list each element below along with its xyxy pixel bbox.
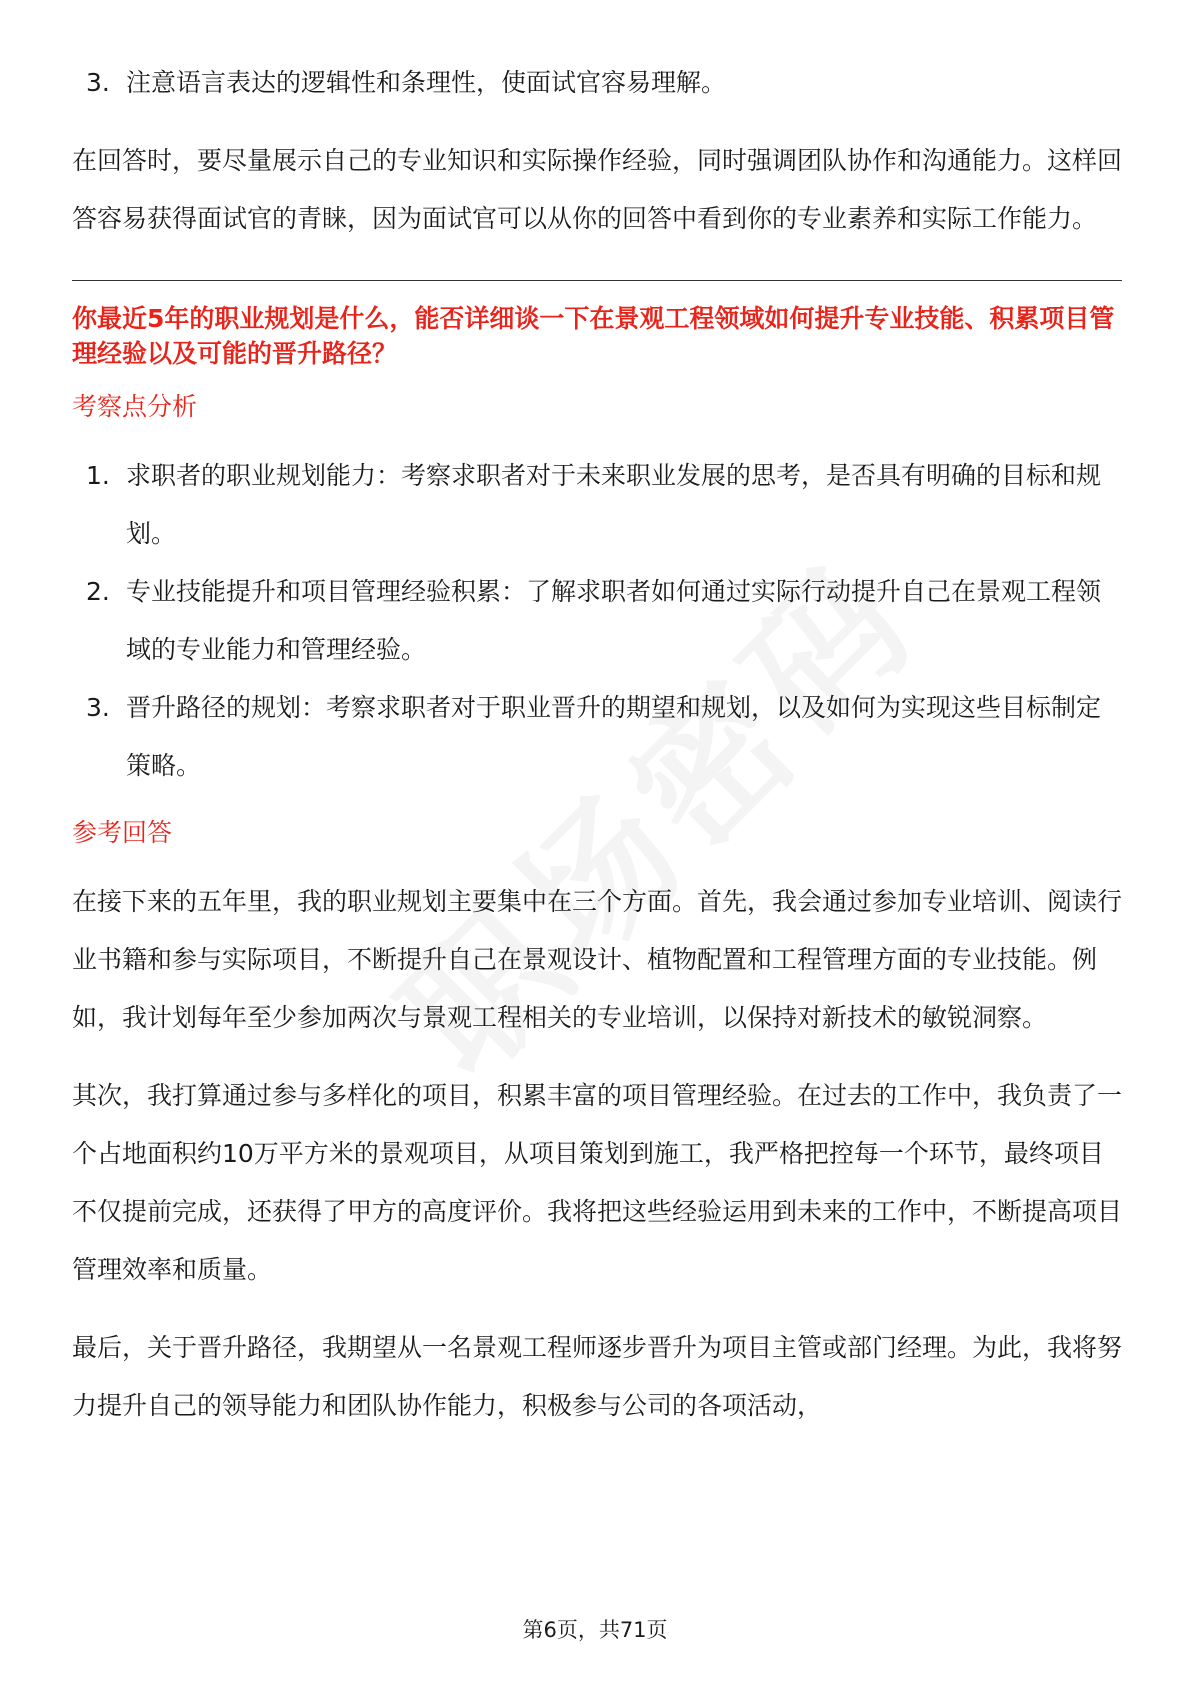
list-item xyxy=(72,54,1122,112)
list-item xyxy=(72,563,1122,679)
list-text: 注意语言表达的逻辑性和条理性，使面试官容易理解。 xyxy=(126,68,727,97)
list-item xyxy=(72,679,1122,795)
list-item xyxy=(72,447,1122,563)
list-text: 晋升路径的规划：考察求职者对于职业晋升的期望和规划，以及如何为实现这些目标制定策略。 xyxy=(126,693,1102,780)
list-number: 3. xyxy=(86,68,110,97)
analysis-heading: 考察点分析 xyxy=(72,392,198,421)
page-content xyxy=(72,54,1122,1435)
section-divider xyxy=(72,280,1122,281)
answer-paragraph: 其次，我打算通过参与多样化的项目，积累丰富的项目管理经验。在过去的工作中，我负责了一个占地面积约10万平方米的景观项目，从项目策划到施工，我严格把控每一个环节，最终项目不仅提前完成，还获得了甲方的高度评价。我将把这些经验运用到未来的工作中，不断提高项目管理效率和质量。 xyxy=(72,1081,1123,1284)
summary-paragraph: 在回答时，要尽量展示自己的专业知识和实际操作经验，同时强调团队协作和沟通能力。这样回答容易获得面试官的青睐，因为面试官可以从你的回答中看到你的专业素养和实际工作能力。 xyxy=(72,146,1123,233)
answer-paragraph: 最后，关于晋升路径，我期望从一名景观工程师逐步晋升为项目主管或部门经理。为此，我将努力提升自己的领导能力和团队协作能力，积极参与公司的各项活动， xyxy=(72,1333,1123,1420)
list-number: 2. xyxy=(86,577,110,606)
page-footer: 第6页，共71页 xyxy=(522,1618,668,1642)
list-text: 求职者的职业规划能力：考察求职者对于未来职业发展的思考，是否具有明确的目标和规划。 xyxy=(126,461,1102,548)
answer-heading: 参考回答 xyxy=(72,818,173,847)
list-number: 1. xyxy=(86,461,110,490)
answer-paragraph: 在接下来的五年里，我的职业规划主要集中在三个方面。首先，我会通过参加专业培训、阅读行业书籍和参与实际项目，不断提升自己在景观设计、植物配置和工程管理方面的专业技能。例如，我计划每年至少参加两次与景观工程相关的专业培训，以保持对新技术的敏锐洞察。 xyxy=(72,887,1123,1032)
previous-list xyxy=(72,54,1122,112)
question-heading: 你最近5年的职业规划是什么，能否详细谈一下在景观工程领域如何提升专业技能、积累项目管理经验以及可能的晋升路径？ xyxy=(72,304,1115,368)
list-text: 专业技能提升和项目管理经验积累：了解求职者如何通过实际行动提升自己在景观工程领域的专业能力和管理经验。 xyxy=(126,577,1102,664)
analysis-list xyxy=(72,447,1122,795)
list-number: 3. xyxy=(86,693,110,722)
